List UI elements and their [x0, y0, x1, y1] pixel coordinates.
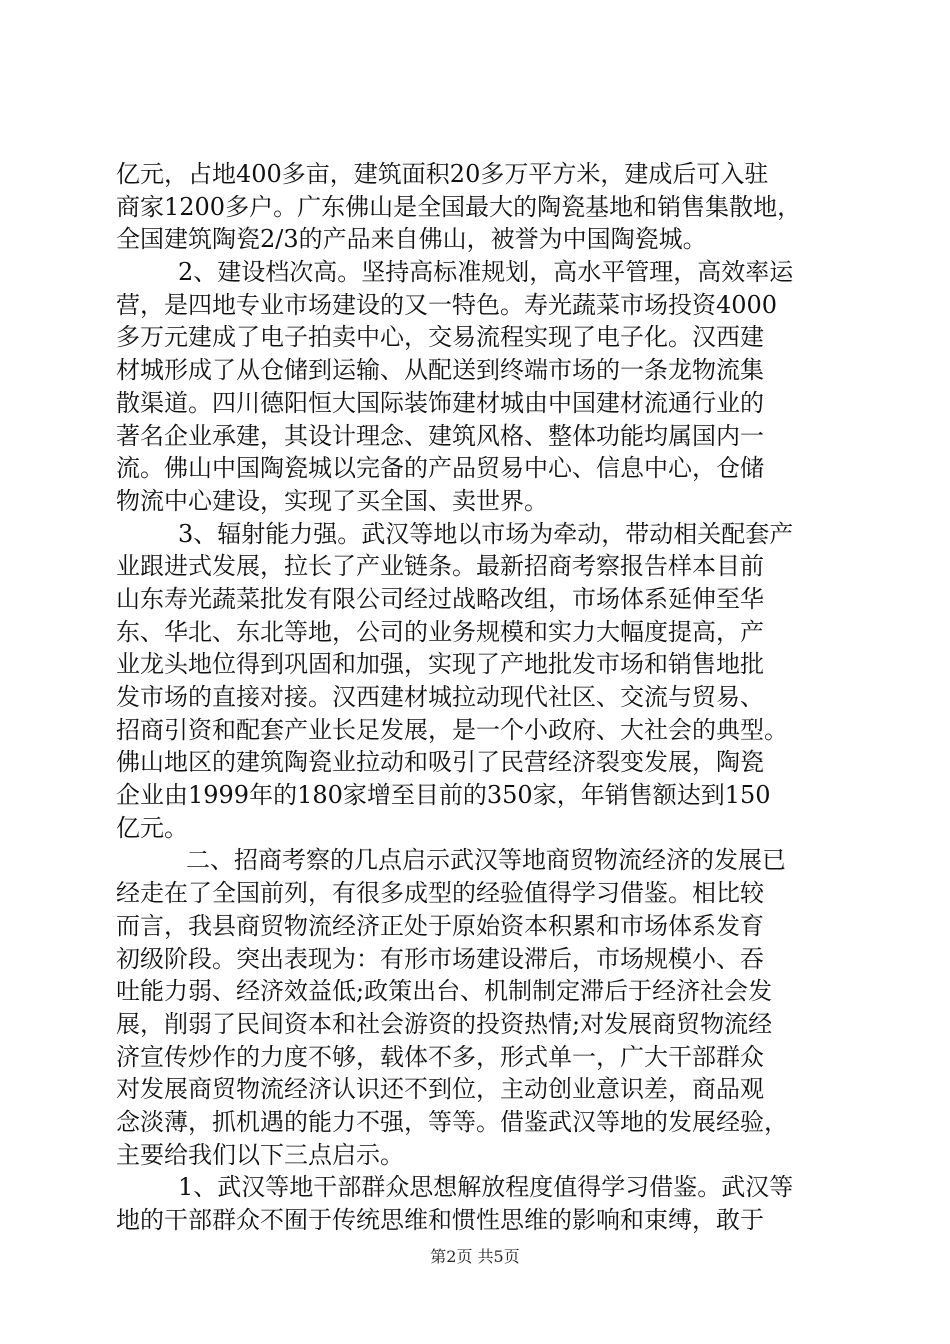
text-line: 著名企业承建，其设计理念、建筑风格、整体功能均属国内一 [116, 421, 764, 450]
text-line: 商家1200多户。广东佛山是全国最大的陶瓷基地和销售集散地， [116, 192, 802, 221]
body-text [116, 158, 836, 1237]
text-line: 济宣传炒作的力度不够，载体不多，形式单一，广大干部群众 [116, 1042, 764, 1071]
text-line: 招商引资和配套产业长足发展，是一个小政府、大社会的典型。 [116, 715, 788, 744]
text-line: 全国建筑陶瓷2/3的产品来自佛山，被誉为中国陶瓷城。 [116, 225, 707, 254]
text-line: 对发展商贸物流经济认识还不到位，主动创业意识差，商品观 [116, 1075, 764, 1104]
text-line: 经走在了全国前列，有很多成型的经验值得学习借鉴。相比较 [116, 879, 764, 908]
text-line: 佛山地区的建筑陶瓷业拉动和吸引了民营经济裂变发展，陶瓷 [116, 748, 764, 777]
paragraph-start-line: 3、辐射能力强。武汉等地以市场为牵动，带动相关配套产 [178, 519, 794, 548]
text-line: 念淡薄，抓机遇的能力不强，等等。借鉴武汉等地的发展经验， [116, 1107, 788, 1136]
text-line: 材城形成了从仓储到运输、从配送到终端市场的一条龙物流集 [116, 356, 764, 385]
paragraph-start-line: 2、建设档次高。坚持高标准规划，高水平管理，高效率运 [178, 258, 794, 287]
text-line: 业跟进式发展，拉长了产业链条。最新招商考察报告样本目前 [116, 552, 764, 581]
section-heading-line: 二、招商考察的几点启示武汉等地商贸物流经济的发展已 [186, 846, 786, 875]
text-line: 发市场的直接对接。汉西建材城拉动现代社区、交流与贸易、 [116, 683, 764, 711]
text-line: 流。佛山中国陶瓷城以完备的产品贸易中心、信息中心，仓储 [116, 454, 764, 483]
text-line: 初级阶段。突出表现为：有形市场建设滞后，市场规模小、吞 [116, 944, 764, 973]
text-line: 吐能力弱、经济效益低;政策出台、机制制定滞后于经济社会发 [116, 977, 773, 1006]
text-line: 企业由1999年的180家增至目前的350家，年销售额达到150 [116, 781, 771, 810]
text-line: 主要给我们以下三点启示。 [116, 1140, 404, 1169]
text-line: 亿元。 [116, 813, 188, 842]
text-line: 散渠道。四川德阳恒大国际装饰建材城由中国建材流通行业的 [116, 388, 764, 417]
text-line: 东、华北、东北等地，公司的业务规模和实力大幅度提高，产 [116, 617, 764, 646]
text-line: 而言，我县商贸物流经济正处于原始资本积累和市场体系发育 [116, 911, 764, 940]
text-line: 展，削弱了民间资本和社会游资的投资热情;对发展商贸物流经 [116, 1009, 773, 1038]
text-line: 物流中心建设，实现了买全国、卖世界。 [116, 486, 548, 515]
text-line: 山东寿光蔬菜批发有限公司经过战略改组，市场体系延伸至华 [116, 584, 764, 613]
text-line: 营，是四地专业市场建设的又一特色。寿光蔬菜市场投资4000 [116, 290, 778, 319]
text-line: 地的干部群众不囿于传统思维和惯性思维的影响和束缚，敢于 [116, 1206, 764, 1234]
text-line: 亿元，占地400多亩，建筑面积20多万平方米，建成后可入驻 [116, 160, 769, 188]
text-line: 业龙头地位得到巩固和加强，实现了产地批发市场和销售地批 [116, 650, 764, 679]
text-line: 多万元建成了电子拍卖中心，交易流程实现了电子化。汉西建 [116, 323, 764, 352]
paragraph-start-line: 1、武汉等地干部群众思想解放程度值得学习借鉴。武汉等 [178, 1173, 794, 1202]
page-number-footer: 第2页 共5页 [430, 1247, 520, 1266]
